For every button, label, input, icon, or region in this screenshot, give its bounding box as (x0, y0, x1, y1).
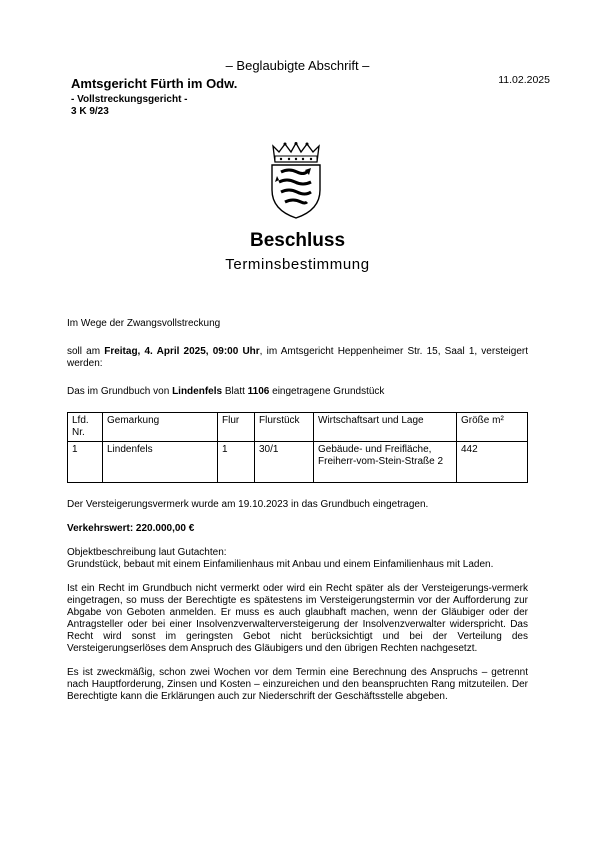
vermerk-text: Der Versteigerungsvermerk wurde am 19.10.2023 in das Grundbuch eingetragen. (67, 499, 429, 510)
table-header-cell: Gemarkung (103, 413, 218, 442)
document-title: Beschluss (249, 230, 346, 251)
grundbuch-blatt: 1106 (247, 386, 270, 397)
certified-copy-note: – Beglaubigte Abschrift – (225, 58, 370, 73)
document-subtitle: Terminsbestimmung (225, 256, 370, 273)
table-header-cell: Größe m² (457, 413, 528, 442)
claims-paragraph: Es ist zweckmäßig, schon zwei Wochen vor dem Termin eine Berechnung des Anspruchs – getrennt nach Hauptforderung, Zinsen und Kosten – einzureichen und den beanspruchten Rang mitzuteilen. Der Berechtigte kann die Erklärungen auch zur Niederschrift der Geschäftsstelle abgeben. (67, 667, 528, 702)
intro-text: Im Wege der Zwangsvollstreckung (67, 318, 221, 329)
grundbuch-suffix: eingetragene Grundstück (272, 386, 385, 397)
rights-paragraph: Ist ein Recht im Grundbuch nicht vermerkt oder wird ein Recht später als der Versteigerungs-vermerk eingetragen, so muss der Berechtigte es spätestens im Versteigerungstermin vor der Aufforderung zur Abgabe von Geboten anmelden. Er muss es auch glaubhaft machen, wenn der Gläubiger oder der Antragsteller oder bei einer Insolvenzverwalterversteigerung der Insolvenzverwalter widerspricht. Das Recht wird sonst im geringsten Gebot nicht berücksichtigt und bei der Verteilung des Versteigerungserlöses dem Anspruch des Gläubigers und den übrigen Rechten nachgesetzt. (67, 583, 528, 654)
document-date: 11.02.2025 (498, 74, 550, 86)
table-cell: 30/1 (255, 442, 314, 483)
table-header-cell: Wirtschaftsart und Lage (314, 413, 457, 442)
property-table (67, 412, 528, 483)
auction-location: , im Amtsgericht Heppenheimer Str. 15, Saal 1, versteigert werden: (67, 346, 528, 369)
document-body (67, 318, 528, 703)
table-header-row (68, 413, 528, 442)
grundbuch-blatt-label: Blatt (224, 386, 245, 397)
verkehrswert-value: Verkehrswert: 220.000,00 € (67, 523, 195, 534)
table-header-cell: Flurstück (255, 413, 314, 442)
table-cell: 1 (68, 442, 103, 483)
table-cell: Gebäude- und Freifläche, Freiherr-vom-Stein-Straße 2 (314, 442, 457, 483)
table-cell: Lindenfels (103, 442, 218, 483)
objekt-title: Objektbeschreibung laut Gutachten: (67, 547, 227, 558)
table-cell: 442 (457, 442, 528, 483)
grundbuch-paragraph (67, 386, 528, 398)
table-cell: 1 (218, 442, 255, 483)
docket-number: 3 K 9/23 (71, 106, 109, 117)
grundbuch-place: Lindenfels (172, 386, 223, 397)
hessen-coat-of-arms-icon (267, 142, 325, 220)
grundbuch-prefix: Das im Grundbuch von (67, 386, 170, 397)
auction-date-time: Freitag, 4. April 2025, 09:00 Uhr (104, 346, 260, 357)
court-name: Amtsgericht Fürth im Odw. (71, 76, 238, 91)
court-division: - Vollstreckungsgericht - (71, 94, 188, 105)
objekt-text: Grundstück, bebaut mit einem Einfamilienhaus mit Anbau und einem Einfamilienhaus mit Laden. (67, 559, 494, 570)
table-header-cell: Lfd. Nr. (68, 413, 103, 442)
table-row (68, 442, 528, 483)
verkehrswert (67, 523, 528, 535)
auction-date-paragraph (67, 346, 528, 370)
auction-prefix: soll am (67, 346, 101, 357)
table-header-cell: Flur (218, 413, 255, 442)
